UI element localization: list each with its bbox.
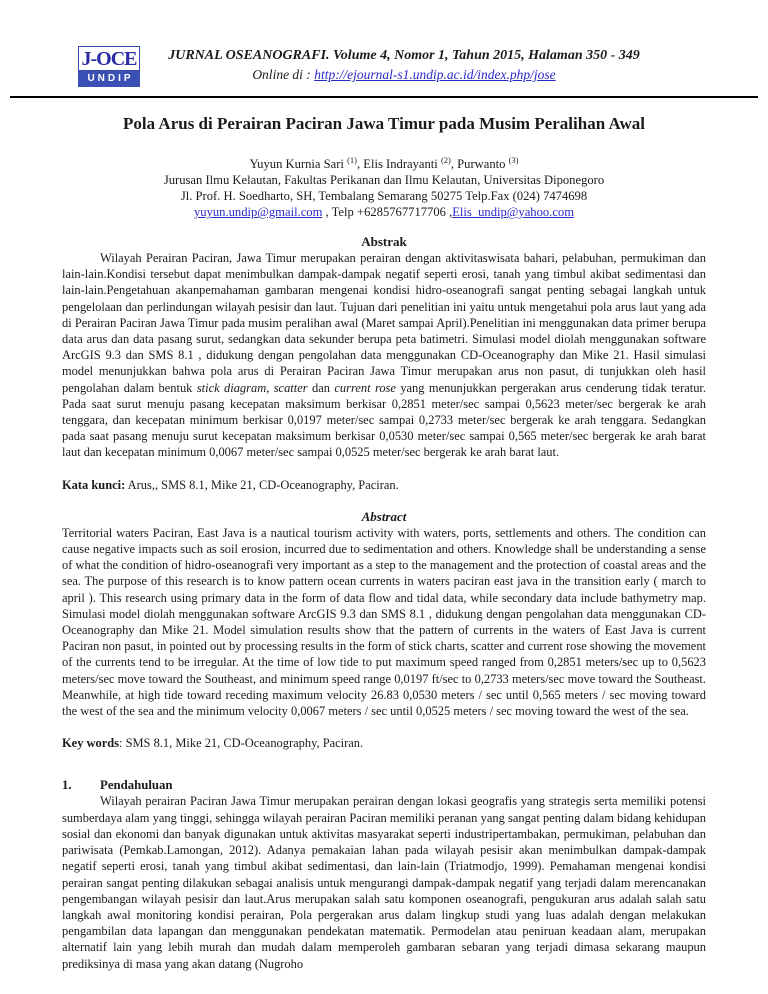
author-names xyxy=(62,156,706,172)
abstrak-body xyxy=(62,250,706,461)
logo-joce-text: J-OCE xyxy=(78,46,140,71)
section-1-body: Wilayah perairan Paciran Jawa Timur merupakan perairan dengan lokasi geografis yang strategis serta memiliki potensi sumberdaya alam yang tinggi, sehingga wilayah perairan Paciran memiliki peranan yang sangat penting dalam bidang kehidupan sosial dan ekonomi dan banyak digunakan untuk aktivitas masyarakat seperti industripertambakan, permukiman, pelabuhan dan pariwisata (Pemkab.Lamongan, 2012). Adanya pemakaian lahan pada wilayah pesisir akan menimbulkan dampak-dampak negatif seperti erosi, tanah yang timbul akibat sedimentasi, dan lain-lain (Triatmodjo, 1999). Pemahaman mengenai kondisi perairan sangat penting dilakukan sebagai analisis untuk mengurangi dampak-dampak negatif yang terjadi dalam merencanakan pengembangan wilayah pesisir dan laut.Arus merupakan salah satu komponen oseanografi, pengukuran arus adalah salah satu langkah awal monitoring kondisi perairan, Pola pergerakan arus dalam lingkup studi yang luas adalah dengan melakukan pengambilan data lapangan dan menggunakan pendekatan matematik. Permodelan atau peniruan keadaan alam, merupakan alternatif lain yang lebih murah dan mudah dalam memperoleh gambaran sebaran yang terjadi dimasa sekarang maupun prediksinya di masa yang akan datang (Nugroho xyxy=(62,794,706,971)
logo-undip-text: UNDIP xyxy=(78,71,140,87)
paper-title: Pola Arus di Perairan Paciran Jawa Timur pada Musim Peralihan Awal xyxy=(123,114,645,133)
key-words-value: : SMS 8.1, Mike 21, CD-Oceanography, Paciran. xyxy=(119,736,364,751)
author-1-sup: (1) xyxy=(347,154,357,165)
kata-kunci-line xyxy=(62,477,706,493)
abstract-heading: Abstract xyxy=(361,508,407,524)
author-1: Yuyun Kurnia Sari xyxy=(249,157,348,171)
contact-middle: , Telp +6285767717706 , xyxy=(322,205,453,219)
abstract-body: Territorial waters Paciran, East Java is a nautical tourism activity with waters, ports, settlements and others. The condition can cause negative impacts such as soil erosion, incurred due to sedimentation and others. Knowledge shall be understanding a sense of what the condition of hidro-oseanografi very important as a step to the management and the protection of coastal areas and the sea. The purpose of this research is to know pattern ocean currents in waters paciran east java in the transition early ( march to april ). This research using primary data in the form of data flow and tidal data, while secondary data include bathymetry map. Simulasi model diolah menggunakan software ArcGIS 9.3 dan SMS 8.1 , didukung dengan pengolahan data menggunakan CD-Oceanography dan Mike 21. Model simulation results show that the pattern of currents in the waters of East Java is current Paciran non pasut, in pointed out by processing results in the form of stick charts, scatter and current rose showing the movement of the currents tend to be irregular. At the time of low tide to put maximum speed ranged from 0,2851 meters/sec up to 0,5623 meters/sec move toward the Southeast, and minimum speed range 0,0197 ft/sec to 0,2733 meters/sec move toward the Southeast. Meanwhile, at high tide toward receding maximum velocity 26.83 0,0530 meters / sec until 0,565 meters / sec moving toward the west of the sea and the minimum velocity 0,0067 meters / sec until 0,0525 meters / sec moving toward the west of the sea. xyxy=(62,525,706,719)
abstrak-heading: Abstrak xyxy=(361,234,407,249)
journal-url-link[interactable]: http://ejournal-s1.undip.ac.id/index.php/jose xyxy=(314,67,556,82)
header-divider xyxy=(10,96,758,98)
author-3-sup: (3) xyxy=(508,154,519,165)
journal-title-line: JURNAL OSEANOGRAFI. Volume 4, Nomor 1, Tahun 2015, Halaman 350 - 349 xyxy=(168,48,640,63)
online-prefix: Online di : xyxy=(252,67,315,82)
section-1-title: Pendahuluan xyxy=(100,778,173,793)
author-affiliation: Jurusan Ilmu Kelautan, Fakultas Perikanan dan Ilmu Kelautan, Universitas Diponegoro xyxy=(163,173,605,187)
kata-kunci-label: Kata kunci: xyxy=(62,477,126,492)
abstrak-italic-1: stick diagram, scatter xyxy=(196,380,308,395)
abstrak-seg3: yang menunjukkan pergerakan arus cenderung tidak teratur. Pada saat surut menuju pasang kecepatan maksimum berkisar 0,2851 meter/sec sampai 0,5623 meter/sec bergerak ke arah tenggara, dan kecepatan minimum berkisar 0,0197 meter/sec sampai 0,2733 meter/sec bergerak ke arah tenggara. Sedangkan pada saat pasang menuju surut kecepatan maksimum berkisar 0,0530 meter/sec sampai 0,565 meter/sec bergerak ke arah barat laut dan kecepatan minimum 0,0067 meter/sec sampai 0,0525 meter/sec bergerak ke arah barat laut. xyxy=(62,380,706,460)
abstrak-italic-2: current rose xyxy=(334,380,396,395)
email-link-1[interactable]: yuyun.undip@gmail.com xyxy=(193,205,323,219)
section-1-number: 1. xyxy=(62,778,72,793)
author-address: Jl. Prof. H. Soedharto, SH, Tembalang Semarang 50275 Telp.Fax (024) 7474698 xyxy=(180,189,588,203)
author-contact xyxy=(62,204,706,220)
author-2-sup: (2) xyxy=(440,154,451,165)
author-block xyxy=(62,156,706,220)
key-words-line xyxy=(62,735,706,751)
journal-online-line xyxy=(40,65,768,84)
key-words-label: Key words xyxy=(62,736,120,751)
author-3: , Purwanto xyxy=(450,157,509,171)
email-link-2[interactable]: Elis_undip@yahoo.com xyxy=(452,205,575,219)
kata-kunci-value: Arus,, SMS 8.1, Mike 21, CD-Oceanography, Paciran. xyxy=(125,477,399,492)
journal-header xyxy=(0,0,768,84)
section-1-heading xyxy=(62,777,706,793)
abstrak-seg1: Wilayah Perairan Paciran, Jawa Timur merupakan perairan dengan aktivitaswisata bahari, pelabuhan, permukiman dan lain-lain.Kondisi tersebut dapat menimbulkan dampak-dampak negatif seperti erosi, tanah yang timbul akibat sedimentasi dan lain-lain.Pengetahuan akanpemahaman gambaran mengenai kondisi hidro-oseanografi sangat penting sebagai langkah untuk pengelolaan dan perlindungan wilayah pesisir dan laut. Tujuan dari penelitian ini yaitu untuk mengetahui pola arus laut yang ada di Perairan Paciran Jawa Timur pada musim peralihan awal (Maret sampai April).Penelitian ini menggunakan data primer berupa data arus dan data pasang surut, sedangkan data sekunder berupa peta batimetri. Simulasi model diolah menggunakan software ArcGIS 9.3 dan SMS 8.1 , didukung dengan pengolahan data menggunakan CD-Oceanography dan Mike 21. Hasil simulasi model menunjukkan bahwa pola arus di Perairan Paciran Jawa Timur merupakan arus non pasut, di tunjukkan oleh hasil pengolahan dalam bentuk xyxy=(62,251,706,395)
author-2: , Elis Indrayanti xyxy=(357,157,441,171)
abstrak-seg2: dan xyxy=(307,380,335,395)
journal-logo xyxy=(78,46,140,87)
